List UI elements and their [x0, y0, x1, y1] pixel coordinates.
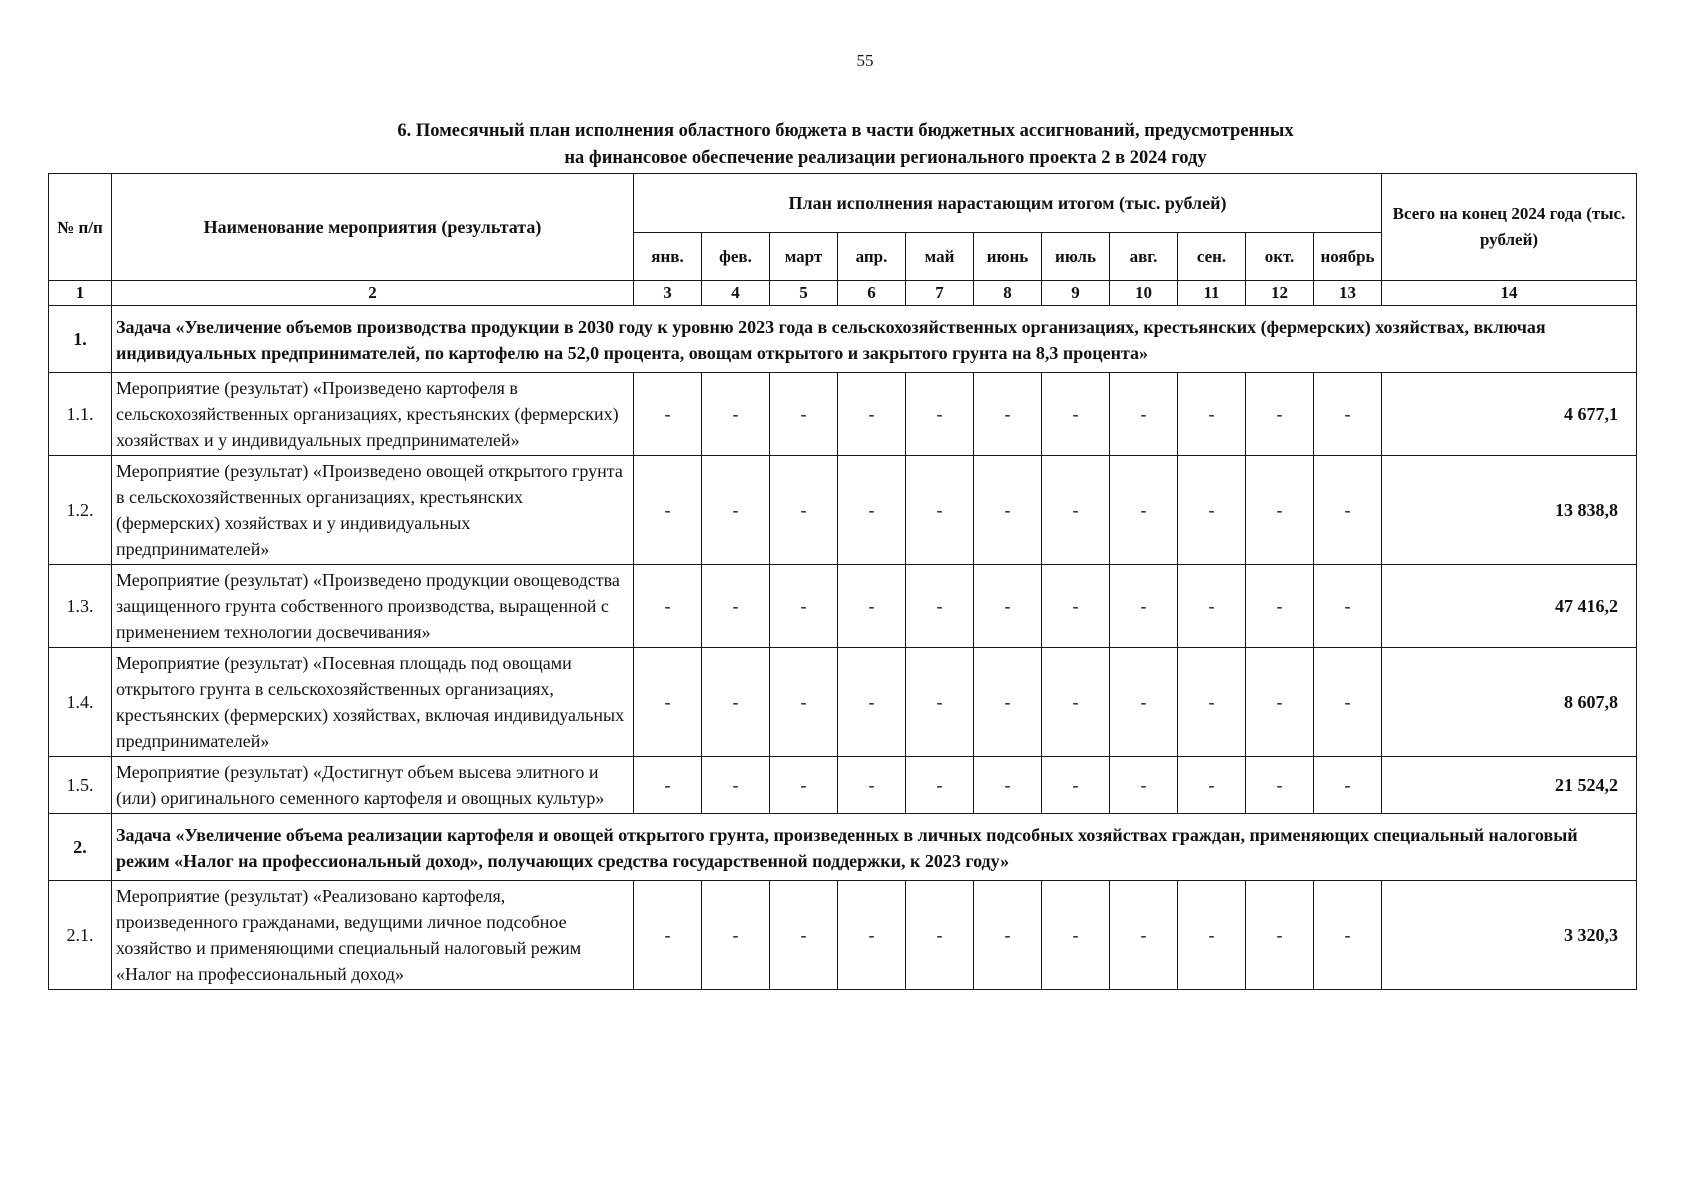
item-number: 2.1. [49, 881, 112, 990]
month-value: - [702, 648, 770, 757]
item-name: Мероприятие (результат) «Достигнут объем высева элитного и (или) оригинального семенного картофеля и овощных культур» [112, 757, 634, 814]
month-value: - [906, 648, 974, 757]
month-value: - [634, 456, 702, 565]
column-number: 4 [702, 281, 770, 306]
month-header: авг. [1110, 233, 1178, 281]
month-header: янв. [634, 233, 702, 281]
month-header: июнь [974, 233, 1042, 281]
month-value: - [974, 373, 1042, 456]
month-value: - [1042, 757, 1110, 814]
month-value: - [906, 373, 974, 456]
month-value: - [974, 881, 1042, 990]
month-value: - [702, 881, 770, 990]
month-value: - [838, 373, 906, 456]
page-number: 55 [856, 51, 874, 70]
task-number: 1. [49, 306, 112, 373]
month-value: - [906, 757, 974, 814]
month-value: - [702, 456, 770, 565]
month-value: - [1110, 648, 1178, 757]
month-value: - [1178, 373, 1246, 456]
column-number: 13 [1314, 281, 1382, 306]
item-row [49, 881, 1637, 990]
month-value: - [1178, 456, 1246, 565]
month-value: - [1178, 881, 1246, 990]
column-number: 11 [1178, 281, 1246, 306]
month-value: - [838, 648, 906, 757]
task-number: 2. [49, 814, 112, 881]
item-name: Мероприятие (результат) «Произведено картофеля в сельскохозяйственных организациях, крестьянских (фермерских) хозяйствах и у индивидуальных предпринимателей» [112, 373, 634, 456]
budget-plan-table [48, 173, 1637, 990]
month-value: - [1314, 648, 1382, 757]
month-value: - [1042, 373, 1110, 456]
column-number: 6 [838, 281, 906, 306]
month-value: - [1314, 881, 1382, 990]
item-number: 1.4. [49, 648, 112, 757]
title-line-1: 6. Помесячный план исполнения областного бюджета в части бюджетных ассигнований, предусмотренных [397, 121, 1294, 141]
month-value: - [1042, 456, 1110, 565]
header-total: Всего на конец 2024 года (тыс. рублей) [1382, 174, 1637, 281]
item-total: 4 677,1 [1382, 373, 1637, 456]
month-header: сен. [1178, 233, 1246, 281]
column-number: 7 [906, 281, 974, 306]
month-value: - [634, 565, 702, 648]
column-number: 14 [1382, 281, 1637, 306]
item-row [49, 757, 1637, 814]
month-value: - [1246, 648, 1314, 757]
item-number: 1.3. [49, 565, 112, 648]
item-total: 13 838,8 [1382, 456, 1637, 565]
month-value: - [906, 881, 974, 990]
month-value: - [1042, 881, 1110, 990]
month-value: - [634, 373, 702, 456]
item-total: 3 320,3 [1382, 881, 1637, 990]
month-value: - [974, 757, 1042, 814]
document-title [0, 118, 1697, 172]
item-name: Мероприятие (результат) «Произведено продукции овощеводства защищенного грунта собственного производства, выращенной с применением технологии досвечивания» [112, 565, 634, 648]
column-number: 3 [634, 281, 702, 306]
month-value: - [1314, 373, 1382, 456]
month-value: - [702, 757, 770, 814]
item-total: 47 416,2 [1382, 565, 1637, 648]
column-number: 8 [974, 281, 1042, 306]
item-row [49, 373, 1637, 456]
header-name: Наименование мероприятия (результата) [112, 174, 634, 281]
item-row [49, 456, 1637, 565]
month-value: - [770, 648, 838, 757]
month-value: - [838, 757, 906, 814]
month-value: - [1178, 648, 1246, 757]
column-number-row [49, 281, 1637, 306]
month-value: - [1042, 648, 1110, 757]
item-number: 1.5. [49, 757, 112, 814]
month-value: - [1246, 373, 1314, 456]
month-header: окт. [1246, 233, 1314, 281]
month-value: - [838, 565, 906, 648]
month-header: март [770, 233, 838, 281]
item-name: Мероприятие (результат) «Посевная площадь под овощами открытого грунта в сельскохозяйственных организациях, крестьянских (фермерских) хозяйствах, включая индивидуальных предпринимателей» [112, 648, 634, 757]
month-value: - [634, 881, 702, 990]
month-value: - [1314, 757, 1382, 814]
month-value: - [1178, 757, 1246, 814]
month-value: - [1246, 456, 1314, 565]
item-name: Мероприятие (результат) «Реализовано картофеля, произведенного гражданами, ведущими личное подсобное хозяйство и применяющими специальный налоговый режим «Налог на профессиональный доход» [112, 881, 634, 990]
month-header: июль [1042, 233, 1110, 281]
month-value: - [1110, 757, 1178, 814]
month-value: - [1246, 881, 1314, 990]
month-value: - [1110, 456, 1178, 565]
column-number: 12 [1246, 281, 1314, 306]
item-number: 1.2. [49, 456, 112, 565]
month-value: - [1314, 456, 1382, 565]
month-value: - [906, 456, 974, 565]
month-value: - [1042, 565, 1110, 648]
month-value: - [770, 757, 838, 814]
month-value: - [770, 373, 838, 456]
month-value: - [770, 565, 838, 648]
month-value: - [1246, 757, 1314, 814]
month-value: - [702, 373, 770, 456]
task-text: Задача «Увеличение объема реализации картофеля и овощей открытого грунта, произведенных в личных подсобных хозяйствах граждан, применяющих специальный налоговый режим «Налог на профессиональный доход», получающих средства государственной поддержки, к 2023 году» [112, 814, 1637, 881]
month-value: - [1314, 565, 1382, 648]
month-value: - [770, 456, 838, 565]
month-value: - [634, 757, 702, 814]
column-number: 5 [770, 281, 838, 306]
month-value: - [1178, 565, 1246, 648]
item-name: Мероприятие (результат) «Произведено овощей открытого грунта в сельскохозяйственных организациях, крестьянских (фермерских) хозяйствах и у индивидуальных предпринимателей» [112, 456, 634, 565]
month-value: - [906, 565, 974, 648]
month-value: - [974, 565, 1042, 648]
table-body [49, 281, 1637, 990]
task-row [49, 814, 1637, 881]
month-value: - [770, 881, 838, 990]
column-number: 1 [49, 281, 112, 306]
title-line-2: на финансовое обеспечение реализации регионального проекта 2 в 2024 году [564, 148, 1207, 168]
month-value: - [634, 648, 702, 757]
header-plan: План исполнения нарастающим итогом (тыс. рублей) [634, 174, 1382, 233]
item-row [49, 565, 1637, 648]
item-number: 1.1. [49, 373, 112, 456]
month-value: - [702, 565, 770, 648]
month-value: - [1110, 373, 1178, 456]
month-value: - [974, 648, 1042, 757]
item-row [49, 648, 1637, 757]
task-row [49, 306, 1637, 373]
month-value: - [838, 456, 906, 565]
month-header: май [906, 233, 974, 281]
month-value: - [1246, 565, 1314, 648]
month-value: - [1110, 565, 1178, 648]
column-number: 2 [112, 281, 634, 306]
column-number: 9 [1042, 281, 1110, 306]
item-total: 21 524,2 [1382, 757, 1637, 814]
column-number: 10 [1110, 281, 1178, 306]
header-num: № п/п [49, 174, 112, 281]
month-header: апр. [838, 233, 906, 281]
task-text: Задача «Увеличение объемов производства продукции в 2030 году к уровню 2023 года в сельскохозяйственных организациях, крестьянских (фермерских) хозяйствах, включая индивидуальных предпринимателей, по картофелю на 52,0 процента, овощам открытого и закрытого грунта на 8,3 процента» [112, 306, 1637, 373]
month-value: - [838, 881, 906, 990]
month-value: - [1110, 881, 1178, 990]
month-header: ноябрь [1314, 233, 1382, 281]
month-header: фев. [702, 233, 770, 281]
item-total: 8 607,8 [1382, 648, 1637, 757]
month-value: - [974, 456, 1042, 565]
